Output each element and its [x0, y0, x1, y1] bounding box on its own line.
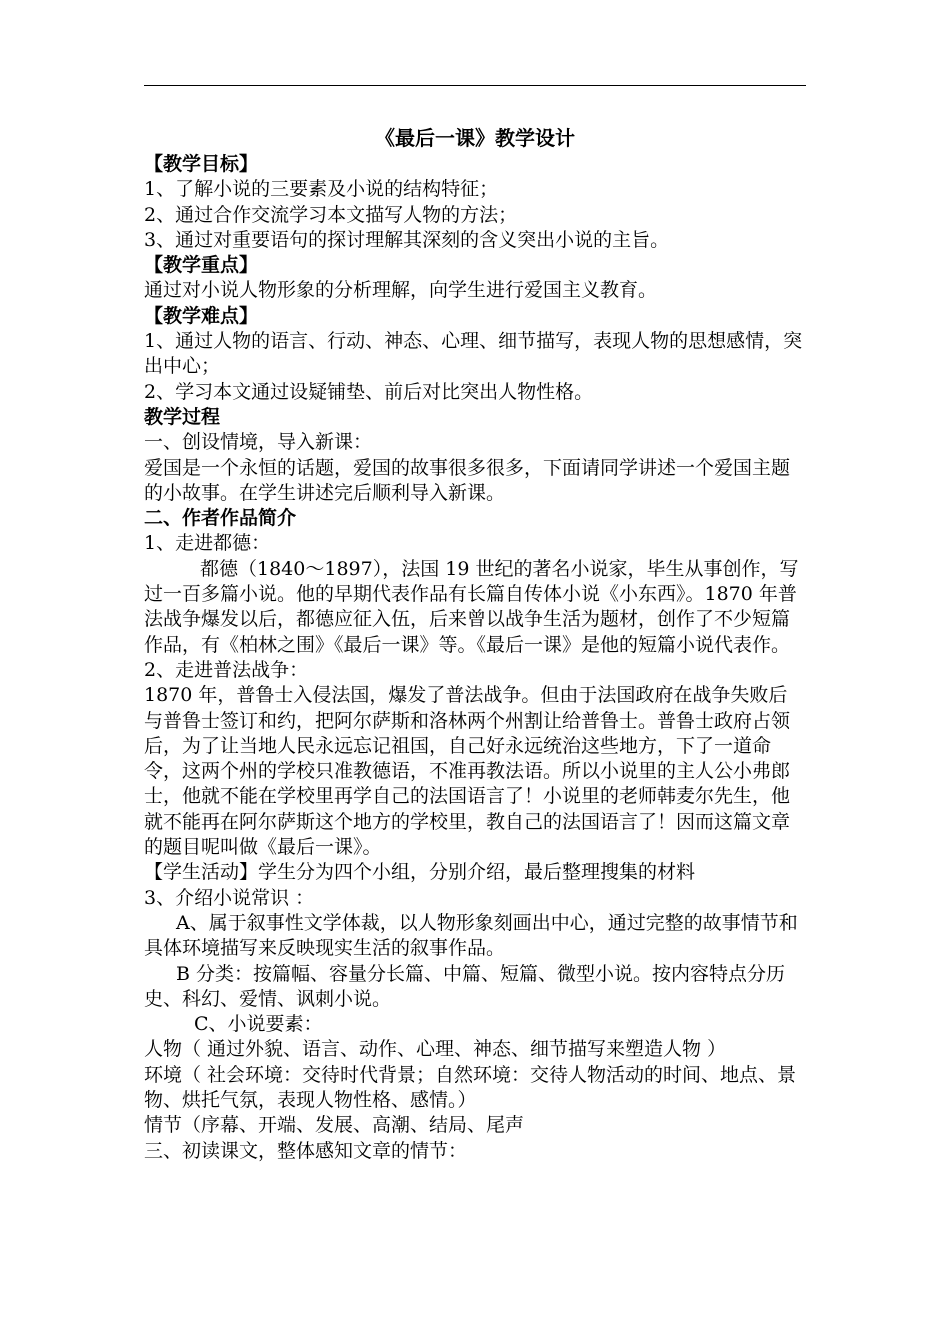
student-activity: 【学生活动】学生分为四个小组，分别介绍，最后整理搜集的材料 [144, 861, 696, 884]
section-1-paragraph: 爱国是一个永恒的话题，爱国的故事很多很多，下面请同学讲述一个爱国主题的小故事。在学生讲述完后顺利导入新课。 [144, 456, 791, 504]
author-heading: 1、走进都德： [144, 532, 271, 555]
goal-item-1: 1、了解小说的三要素及小说的结构特征； [144, 178, 499, 201]
section-3-heading: 三、初读课文，整体感知文章的情节： [144, 1139, 468, 1162]
element-plot: 情节（序幕、开端、发展、高潮、结局、尾声 [144, 1114, 525, 1137]
novel-knowledge-heading: 3、介绍小说常识 ： [144, 886, 315, 909]
novel-definition: A、属于叙事性文学体裁，以人物形象刻画出中心，通过完整的故事情节和具体环境描写来反映现实生活的叙事作品。 [144, 911, 798, 960]
document-title: 《最后一课》教学设计 [375, 126, 575, 150]
document-page [144, 124, 806, 1164]
novel-elements-heading: C、小说要素： [194, 1013, 323, 1036]
element-setting: 环境（ 社会环境：交待时代背景；自然环境：交待人物活动的时间、地点、景物、烘托气氛，表现人物性格、感情。） [144, 1063, 797, 1111]
heading-difficulties: 【教学难点】 [144, 304, 259, 327]
heading-teaching-goals: 【教学目标】 [144, 153, 259, 175]
war-heading: 2、走进普法战争： [144, 658, 309, 681]
difficulty-item-1: 1、通过人物的语言、行动、神态、心理、细节描写，表现人物的思想感情，突出中心； [144, 330, 803, 378]
document-body [144, 152, 806, 1164]
goal-item-2: 2、通过合作交流学习本文描写人物的方法； [144, 203, 518, 226]
key-point-text: 通过对小说人物形象的分析理解，向学生进行爱国主义教育。 [144, 279, 658, 302]
goal-item-3: 3、通过对重要语句的探讨理解其深刻的含义突出小说的主旨。 [144, 228, 670, 251]
header-rule [144, 85, 806, 86]
difficulty-item-2: 2、学习本文通过设疑铺垫、前后对比突出人物性格。 [144, 380, 594, 403]
heading-key-points: 【教学重点】 [144, 254, 259, 277]
war-paragraph: 1870 年，普鲁士入侵法国，爆发了普法战争。但由于法国政府在战争失败后与普鲁士签订和约，把阿尔萨斯和洛林两个州割让给普鲁士。普鲁士政府占领后，为了让当地人民永远忘记祖国，自己好永远统治这些地方，下了一道命令，这两个州的学校只准教德语，不准再教法语。所以小说里的主人公小弗郎士，他就不能在学校里再学自己的法国语言了！小说里的老师韩麦尔先生，他就不能再在阿尔萨斯这个地方的学校里，教自己的法国语言了！因而这篇文章的题目呢叫做《最后一课》。 [144, 684, 791, 859]
element-character: 人物（ 通过外貌、语言、动作、心理、神态、细节描写来塑造人物 ） [144, 1038, 727, 1061]
heading-process: 教学过程 [144, 405, 221, 428]
section-1-heading: 一、创设情境，导入新课： [144, 431, 373, 454]
author-paragraph: 都德（1840～1897），法国 19 世纪的著名小说家，毕生从事创作，写过一百多篇小说。他的早期代表作品有长篇自传体小说《小东西》。1870 年普法战争爆发以后，都德应征入伍，后来曾以战争生活为题材，创作了不少短篇作品，有《柏林之围》《最后一课》等。《最后一课》是他的短篇小说代表作。 [144, 557, 799, 656]
section-2-heading: 二、作者作品简介 [144, 507, 297, 530]
novel-classification: B 分类：按篇幅、容量分长篇、中篇、短篇、微型小说。按内容特点分历史、科幻、爱情、讽刺小说。 [144, 962, 786, 1010]
